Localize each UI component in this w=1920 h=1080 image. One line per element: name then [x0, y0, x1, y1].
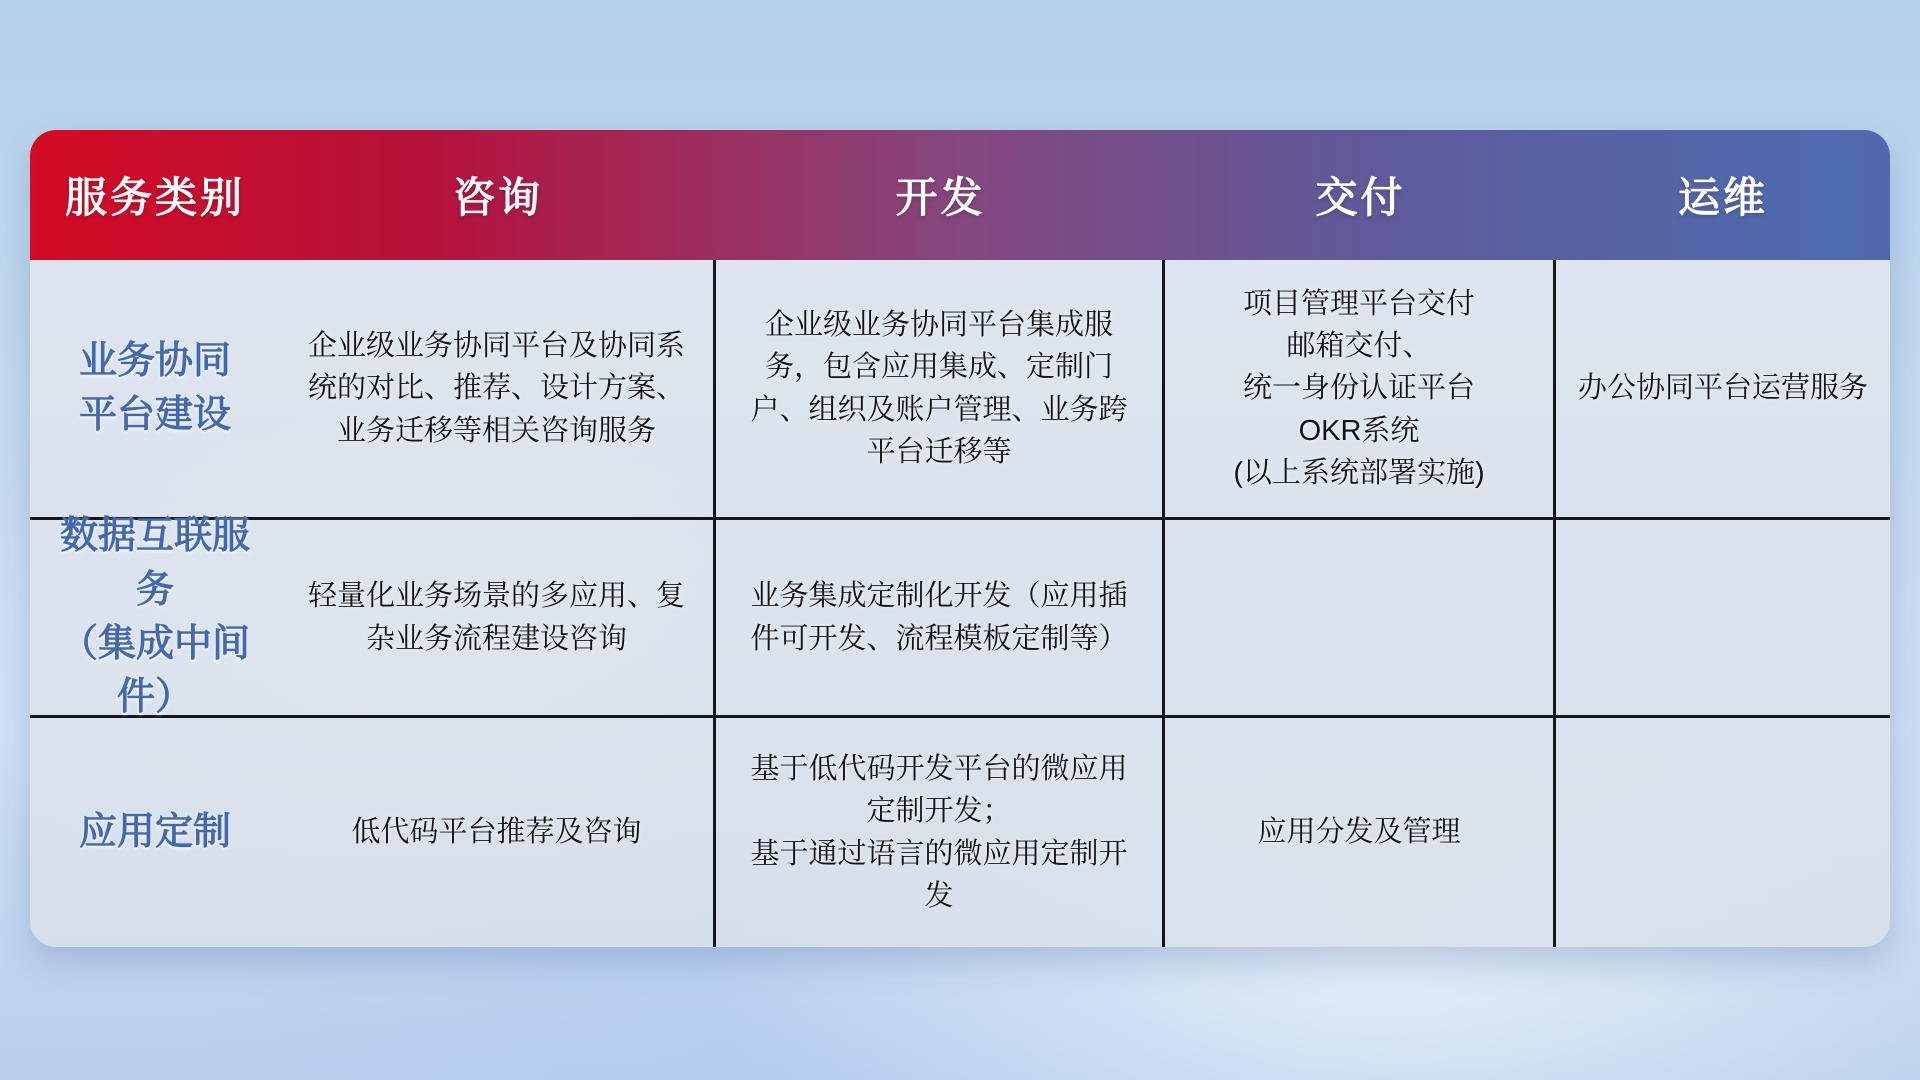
cell-row2-category	[30, 514, 280, 719]
cell-text-line: 基于通过语言的微应用定制开发	[750, 837, 1128, 912]
cell-text: 应用分发及管理	[1257, 816, 1461, 849]
cell-row2-consulting	[280, 520, 716, 718]
cell-row1-consulting	[280, 260, 716, 520]
cell-text-line: 统一身份认证平台	[1242, 372, 1475, 405]
cell-text-line: (以上系统部署实施)	[1233, 456, 1485, 489]
category-label-line: 数据互联服务	[59, 514, 250, 611]
category-label-line: 业务协同	[78, 339, 231, 382]
cell-text: 业务集成定制化开发（应用插件可开发、流程模板定制等）	[750, 580, 1128, 655]
cell-row1-development	[716, 260, 1165, 520]
header-col-delivery: 交付	[1315, 174, 1406, 221]
header-col-service-category: 服务类别	[64, 174, 245, 221]
header-col-development: 开发	[895, 174, 986, 221]
cell-text: 企业级业务协同平台集成服务，包含应用集成、定制门户、组织及账户管理、业务跨平台迁移等	[750, 309, 1128, 468]
cell-text-line: 邮箱交付、	[1286, 330, 1432, 363]
cell-text-line: 项目管理平台交付	[1242, 288, 1475, 321]
header-col-consulting: 咨询	[452, 174, 543, 221]
table-body	[30, 260, 1890, 947]
cell-row3-development	[716, 718, 1165, 947]
cell-row1-delivery	[1165, 260, 1556, 520]
cell-row3-operations	[1556, 718, 1890, 947]
category-label-line: 平台建设	[78, 393, 231, 436]
table-header-row	[30, 130, 1890, 260]
services-table	[30, 130, 1890, 947]
cell-text-line: OKR系统	[1298, 414, 1420, 447]
cell-row2-delivery	[1165, 520, 1556, 718]
cell-text: 轻量化业务场景的多应用、复杂业务流程建设咨询	[307, 580, 685, 655]
cell-row2-operations	[1556, 520, 1890, 718]
cell-row3-delivery	[1165, 718, 1556, 947]
cell-row3-category	[30, 718, 280, 947]
cell-text: 企业级业务协同平台及协同系统的对比、推荐、设计方案、业务迁移等相关咨询服务	[307, 330, 685, 447]
cell-text-line: 基于低代码开发平台的微应用定制开发；	[750, 753, 1128, 828]
cell-row3-consulting	[280, 718, 716, 947]
cell-row1-category	[30, 260, 280, 520]
category-label-line: （集成中间件）	[59, 622, 250, 719]
header-col-operations: 运维	[1677, 174, 1768, 221]
category-label-line: 应用定制	[78, 810, 231, 853]
cell-text: 低代码平台推荐及咨询	[351, 816, 642, 849]
cell-row2-development	[716, 520, 1165, 718]
cell-text: 办公协同平台运营服务	[1578, 372, 1869, 405]
cell-row1-operations	[1556, 260, 1890, 520]
